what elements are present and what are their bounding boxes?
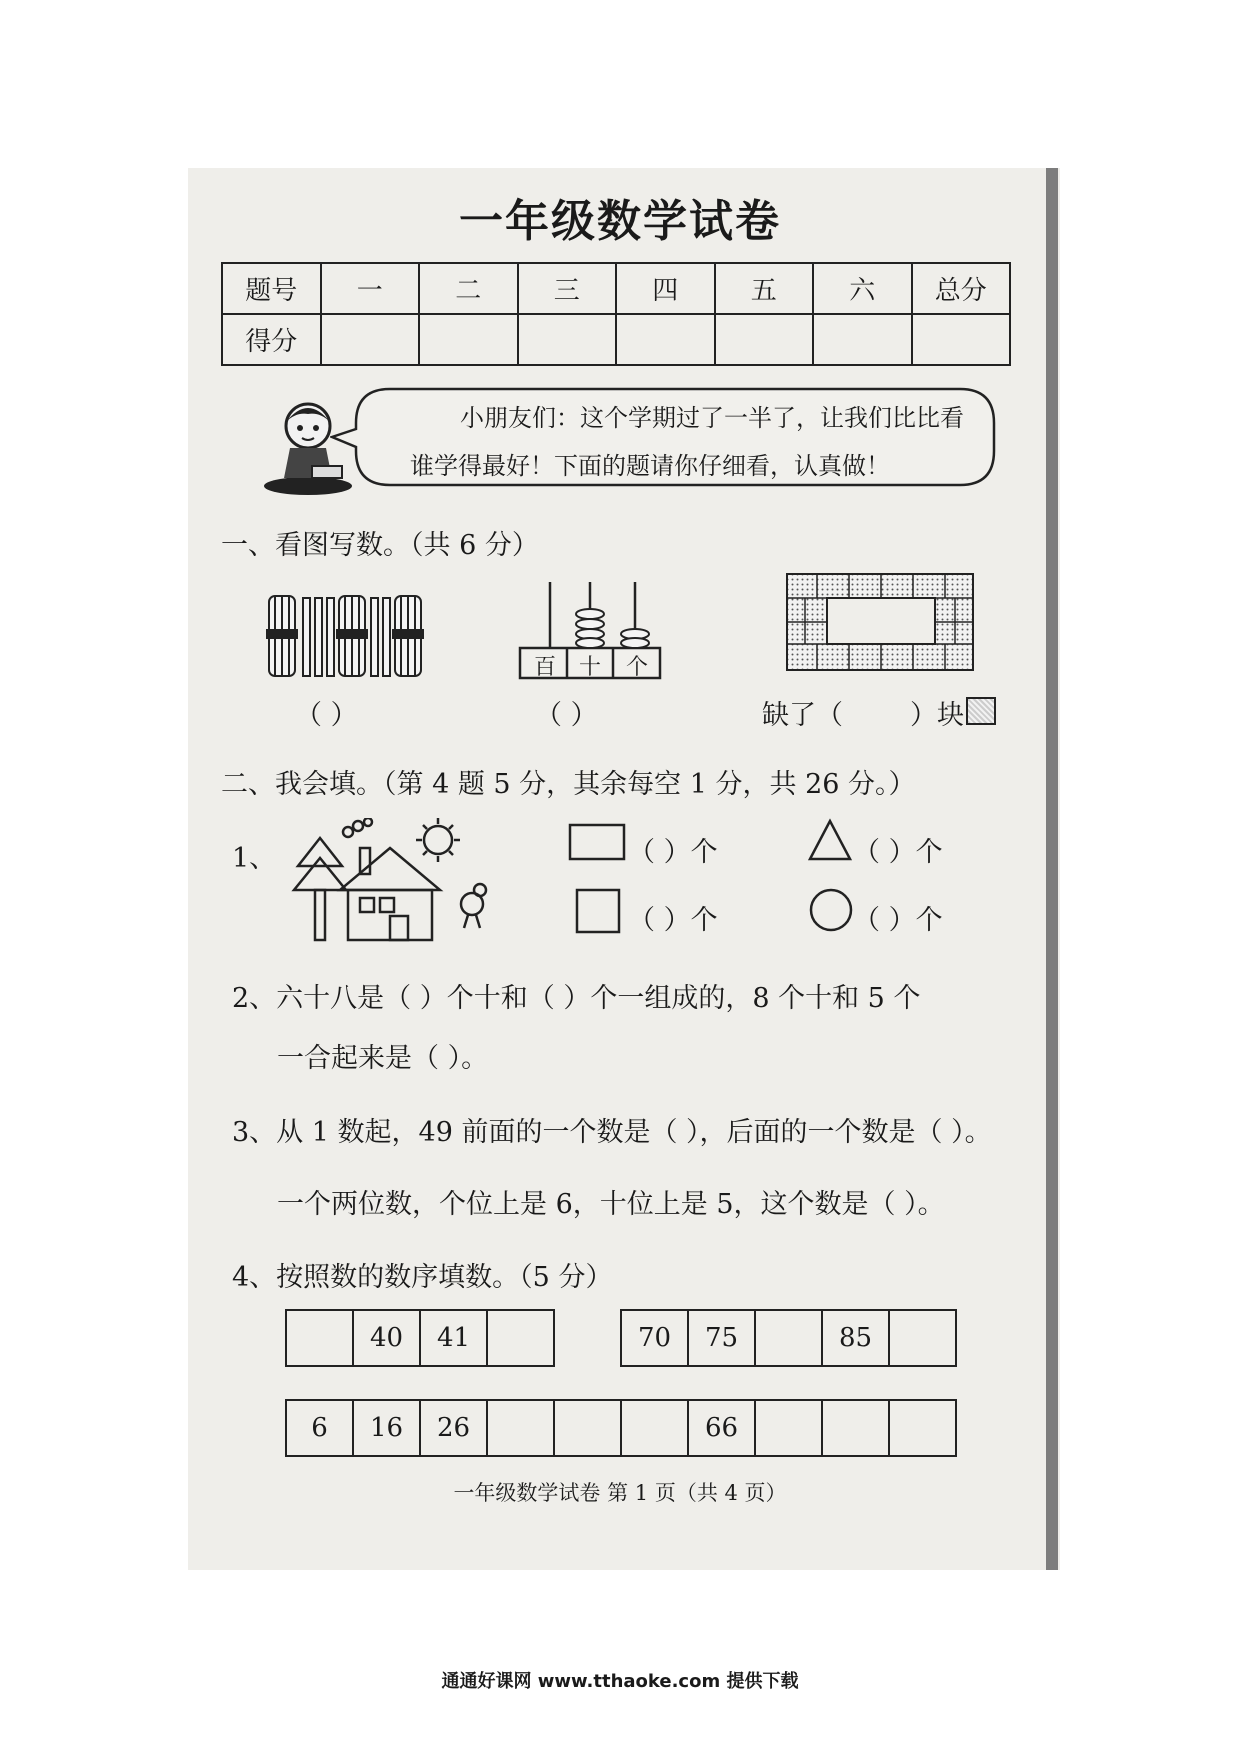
missing-bricks-text-b: ）块 <box>910 700 964 731</box>
square-count-blank[interactable]: （ ）个 <box>628 905 718 936</box>
number-grid-b <box>620 1309 957 1367</box>
score-row-label: 得分 <box>222 314 321 365</box>
score-header-cell: 二 <box>419 263 518 314</box>
q3-line-2: 一个两位数，个位上是 6，十位上是 5，这个数是（ ）。 <box>277 1189 945 1220</box>
grid-c-cell[interactable] <box>487 1400 554 1456</box>
grid-c-cell[interactable] <box>755 1400 822 1456</box>
page-title: 一年级数学试卷 <box>459 196 781 247</box>
q2-line-1: 2、六十八是（ ）个十和（ ）个一组成的，8 个十和 5 个 <box>232 983 921 1014</box>
grid-b-cell: 85 <box>822 1310 889 1366</box>
abacus-label-hundreds: 百 <box>533 655 556 680</box>
triangle-shape-icon <box>807 818 853 862</box>
grid-a-cell[interactable] <box>286 1310 353 1366</box>
grid-a-cell[interactable] <box>487 1310 554 1366</box>
score-input-cell[interactable] <box>518 314 617 365</box>
score-header-cell: 六 <box>813 263 912 314</box>
grid-c-cell: 16 <box>353 1400 420 1456</box>
rectangle-shape-icon <box>568 823 626 863</box>
score-table <box>221 262 1011 366</box>
page-footer: 一年级数学试卷 第 1 页（共 4 页） <box>453 1481 787 1505</box>
q1-number: 1、 <box>232 843 277 874</box>
score-input-cell[interactable] <box>419 314 518 365</box>
grid-c-cell: 26 <box>420 1400 487 1456</box>
score-header-cell: 五 <box>715 263 814 314</box>
abacus-label-ones: 个 <box>625 655 648 680</box>
bubble-line-2: 谁学得最好！下面的题请你仔细看，认真做！ <box>410 452 890 480</box>
sticks-bundle-illustration <box>265 590 445 680</box>
grid-c-cell[interactable] <box>554 1400 621 1456</box>
q3-line-1: 3、从 1 数起，49 前面的一个数是（ ），后面的一个数是（ ）。 <box>232 1117 992 1148</box>
score-input-cell[interactable] <box>912 314 1011 365</box>
brick-icon <box>966 697 996 725</box>
abacus-label-tens: 十 <box>578 655 601 680</box>
circle-shape-icon <box>808 886 854 934</box>
score-header-cell: 总分 <box>912 263 1011 314</box>
score-table-score-row <box>222 314 1010 365</box>
grid-c-cell[interactable] <box>621 1400 688 1456</box>
number-grid-c <box>285 1399 957 1457</box>
grid-c-cell[interactable] <box>822 1400 889 1456</box>
score-input-cell[interactable] <box>813 314 912 365</box>
download-credit: 通通好课网 www.tthaoke.com 提供下载 <box>441 1671 799 1692</box>
score-input-cell[interactable] <box>616 314 715 365</box>
grid-a-cell: 40 <box>353 1310 420 1366</box>
bubble-line-1: 小朋友们：这个学期过了一半了，让我们比比看 <box>460 404 964 432</box>
score-header-cell: 三 <box>518 263 617 314</box>
grid-c-cell[interactable] <box>889 1400 956 1456</box>
grid-b-cell: 75 <box>688 1310 755 1366</box>
section-1-blank-sticks[interactable]: （ ） <box>295 700 358 731</box>
grid-c-cell: 66 <box>688 1400 755 1456</box>
missing-bricks-blank[interactable] <box>848 693 908 727</box>
grid-a-cell: 41 <box>420 1310 487 1366</box>
section-1-heading: 一、看图写数。（共 6 分） <box>221 530 539 561</box>
section-2-heading: 二、我会填。（第 4 题 5 分，其余每空 1 分，共 26 分。） <box>221 769 916 800</box>
missing-bricks-text-a: 缺了（ <box>762 700 843 731</box>
score-header-cell: 四 <box>616 263 715 314</box>
score-input-cell[interactable] <box>321 314 420 365</box>
rectangle-count-blank[interactable]: （ ）个 <box>628 837 718 868</box>
number-grid-a <box>285 1309 555 1367</box>
brick-wall-illustration <box>785 572 975 672</box>
score-header-cell: 一 <box>321 263 420 314</box>
triangle-count-blank[interactable]: （ ）个 <box>853 837 943 868</box>
grid-b-cell[interactable] <box>889 1310 956 1366</box>
q4-heading: 4、按照数的数序填数。（5 分） <box>232 1262 613 1293</box>
shapes-house-picture <box>290 818 550 948</box>
square-shape-icon <box>575 888 621 936</box>
score-input-cell[interactable] <box>715 314 814 365</box>
score-header-cell: 题号 <box>222 263 321 314</box>
paper-shadow <box>1046 168 1058 1570</box>
circle-count-blank[interactable]: （ ）个 <box>853 905 943 936</box>
grid-b-cell[interactable] <box>755 1310 822 1366</box>
section-1-blank-abacus[interactable]: （ ） <box>535 700 598 731</box>
grid-c-cell: 6 <box>286 1400 353 1456</box>
grid-b-cell: 70 <box>621 1310 688 1366</box>
score-table-header-row <box>222 263 1010 314</box>
q2-line-2: 一合起来是（ ）。 <box>277 1043 489 1074</box>
